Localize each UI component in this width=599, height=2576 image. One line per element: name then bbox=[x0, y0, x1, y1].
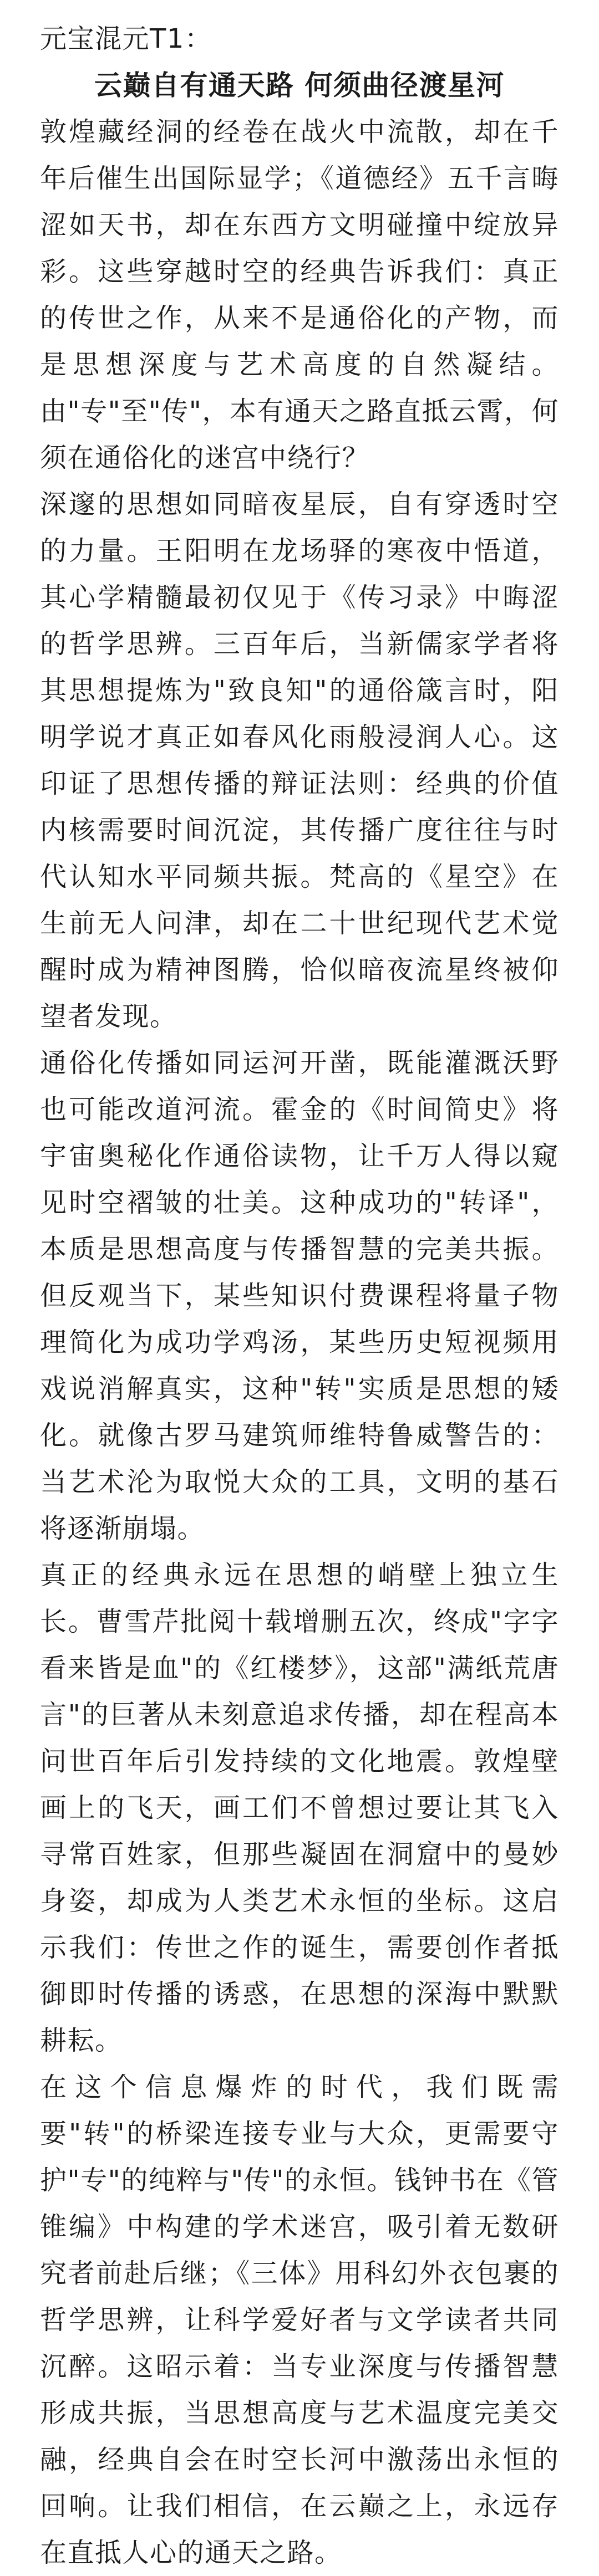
essay-title: 云巅自有通天路 何须曲径渡星河 bbox=[94, 69, 505, 101]
essay-paragraph-2: 深邃的思想如同暗夜星辰，自有穿透时空的力量。王阳明在龙场驿的寒夜中悟道，其心学精髓最初仅见于《传习录》中晦涩的哲学思辨。三百年后，当新儒家学者将其思想提炼为"致良知"的通俗箴言时，阳明学说才真正如春风化雨般浸润人心。这印证了思想传播的辩证法则：经典的价值内核需要时间沉淀，其传播广度往往与时代认知水平同频共振。梵高的《星空》在生前无人问津，却在二十世纪现代艺术觉醒时成为精神图腾，恰似暗夜流星终被仰望者发现。 bbox=[40, 489, 559, 1032]
essay-paragraph-1: 敦煌藏经洞的经卷在战火中流散，却在千年后催生出国际显学；《道德经》五千言晦涩如天书，却在东西方文明碰撞中绽放异彩。这些穿越时空的经典告诉我们：真正的传世之作，从来不是通俗化的产物，而是思想深度与艺术高度的自然凝结。由"专"至"传"，本有通天之路直抵云霄，何须在通俗化的迷宫中绕行？ bbox=[40, 116, 559, 473]
essay-paragraph-3: 通俗化传播如同运河开凿，既能灌溉沃野也可能改道河流。霍金的《时间简史》将宇宙奥秘化作通俗读物，让千万人得以窥见时空褶皱的壮美。这种成功的"转译"，本质是思想高度与传播智慧的完美共振。但反观当下，某些知识付费课程将量子物理简化为成功学鸡汤，某些历史短视频用戏说消解真实，这种"转"实质是思想的矮化。就像古罗马建筑师维特鲁威警告的：当艺术沦为取悦大众的工具，文明的基石将逐渐崩塌。 bbox=[40, 1047, 559, 1544]
essay-paragraph-4: 真正的经典永远在思想的峭壁上独立生长。曹雪芹批阅十载增删五次，终成"字字看来皆是血"的《红楼梦》，这部"满纸荒唐言"的巨著从未刻意追求传播，却在程高本问世百年后引发持续的文化地震。敦煌壁画上的飞天，画工们不曾想过要让其飞入寻常百姓家，但那些凝固在洞窟中的曼妙身姿，却成为人类艺术永恒的坐标。这启示我们：传世之作的诞生，需要创作者抵御即时传播的诱惑，在思想的深海中默默耕耘。 bbox=[40, 1560, 559, 2056]
essay-paragraph-5: 在这个信息爆炸的时代，我们既需要"转"的桥梁连接专业与大众，更需要守护"专"的纯粹与"传"的永恒。钱钟书在《管锥编》中构建的学术迷宫，吸引着无数研究者前赴后继；《三体》用科幻外衣包裹的哲学思辨，让科学爱好者与文学读者共同沉醉。这昭示着：当专业深度与传播智慧形成共振，当思想高度与艺术温度完美交融，经典自会在时空长河中激荡出永恒的回响。让我们相信，在云巅之上，永远存在直抵人心的通天之路。 bbox=[40, 2072, 559, 2568]
author-label: 元宝混元T1： bbox=[40, 23, 212, 54]
